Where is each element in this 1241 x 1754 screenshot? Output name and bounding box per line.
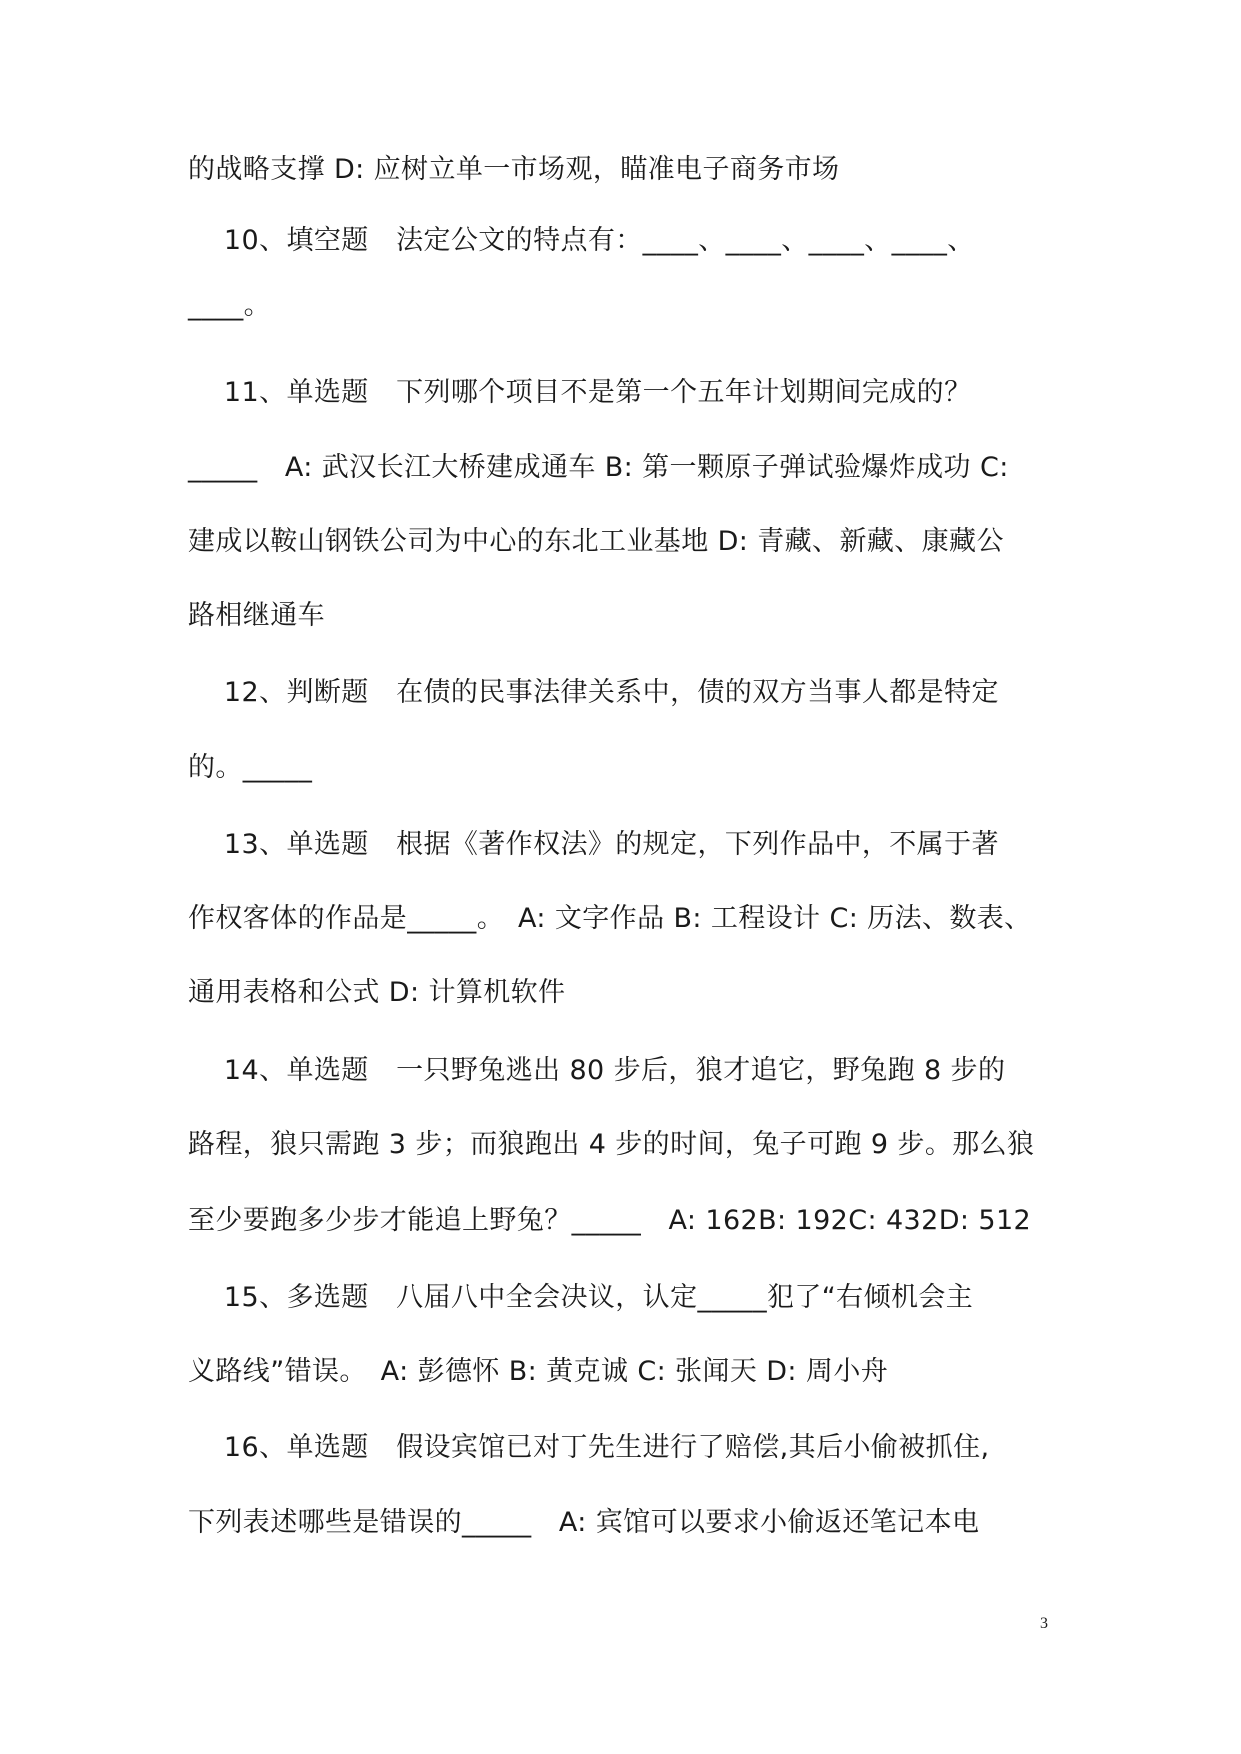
text-line: ____。 xyxy=(188,290,271,321)
text-line: 建成以鞍山钢铁公司为中心的东北工业基地 D: 青藏、新藏、康藏公 xyxy=(188,526,1004,557)
text-line: 路程，狼只需跑 3 步；而狼跑出 4 步的时间，兔子可跑 9 步。那么狼 xyxy=(188,1129,1035,1160)
text-line: 的战略支撑 D: 应树立单一市场观，瞄准电子商务市场 xyxy=(188,154,840,185)
page-number: 3 xyxy=(1040,1615,1048,1632)
text-line: 作权客体的作品是_____。 A: 文字作品 B: 工程设计 C: 历法、数表、 xyxy=(188,903,1032,934)
text-line: 路相继通车 xyxy=(188,600,325,631)
text-line: 10、填空题 法定公文的特点有：____、____、____、____、 xyxy=(188,225,975,256)
text-line: 的。_____ xyxy=(188,752,313,783)
text-line: 15、多选题 八届八中全会决议，认定_____犯了“右倾机会主 xyxy=(188,1282,974,1313)
text-line: _____ A: 武汉长江大桥建成通车 B: 第一颗原子弹试验爆炸成功 C: xyxy=(188,452,1009,483)
text-line: 14、单选题 一只野兔逃出 80 步后，狼才追它，野兔跑 8 步的 xyxy=(188,1055,1006,1086)
text-line: 16、单选题 假设宾馆已对丁先生进行了赔偿,其后小偷被抓住, xyxy=(188,1432,990,1463)
text-line: 12、判断题 在债的民事法律关系中，债的双方当事人都是特定 xyxy=(188,677,999,708)
text-line: 通用表格和公式 D: 计算机软件 xyxy=(188,977,566,1008)
text-line: 13、单选题 根据《著作权法》的规定，下列作品中，不属于著 xyxy=(188,829,999,860)
text-line: 11、单选题 下列哪个项目不是第一个五年计划期间完成的？ xyxy=(188,377,972,408)
text-line: 下列表述哪些是错误的_____ A: 宾馆可以要求小偷返还笔记本电 xyxy=(188,1507,980,1538)
text-line: 义路线”错误。 A: 彭德怀 B: 黄克诚 C: 张闻天 D: 周小舟 xyxy=(188,1356,889,1387)
text-line: 至少要跑多少步才能追上野兔？_____ A: 162B: 192C: 432D: 512 xyxy=(188,1205,1032,1236)
